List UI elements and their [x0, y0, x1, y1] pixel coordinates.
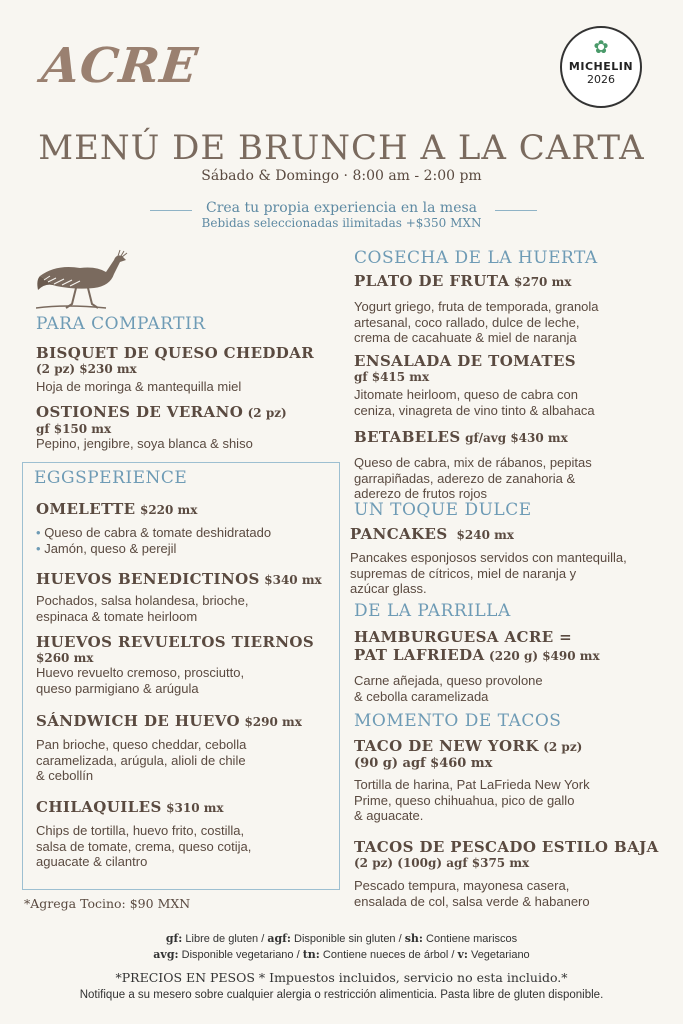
item-desc-1: Yogurt griego, fruta de temporada, granola — [354, 299, 599, 314]
item-name: BETABELES — [354, 428, 461, 446]
item-price: $290 mx — [244, 715, 302, 729]
legend-code: v: — [457, 948, 468, 961]
item-name: OMELETTE — [36, 500, 136, 518]
item-name: TACOS DE PESCADO ESTILO BAJA — [354, 838, 659, 856]
item-desc-3: azúcar glass. — [350, 581, 427, 596]
item-price: $310 mx — [166, 801, 224, 815]
menu-item-omelette — [36, 500, 332, 556]
item-name: ENSALADA DE TOMATES — [354, 352, 577, 370]
item-price: $340 mx — [264, 573, 322, 587]
menu-title: MENÚ DE BRUNCH A LA CARTA — [38, 128, 645, 168]
item-desc-3: aguacate & cilantro — [36, 854, 148, 869]
omelette-option-1: Queso de cabra & tomate deshidratado — [44, 525, 272, 540]
item-desc-2: caramelizada, arúgula, alioli de chile — [36, 752, 246, 768]
item-desc-1: Pochados, salsa holandesa, brioche, — [36, 593, 249, 608]
bacon-note: *Agrega Tocino: $90 MXN — [24, 896, 191, 911]
michelin-clover-icon: ✿ — [593, 37, 609, 57]
item-desc-3: crema de cacahuate & miel de naranja — [354, 330, 577, 345]
item-name: TACO DE NEW YORK — [354, 737, 539, 755]
item-price: gf $150 mx — [36, 422, 112, 436]
allergy-notice: Notifique a su mesero sobre cualquier alergia o restricción alimenticia. Pasta libre de gluten disponible. — [79, 989, 604, 1001]
item-desc-1: Pancakes esponjosos servidos con mantequilla, — [350, 550, 627, 565]
item-name: CHILAQUILES — [36, 798, 162, 816]
item-name: OSTIONES DE VERANO — [36, 403, 244, 421]
legend-text: Disponible vegetariano / — [178, 949, 303, 961]
item-name: BISQUET DE QUESO CHEDDAR — [36, 344, 315, 362]
dietary-legend-line-2 — [0, 948, 683, 961]
section-toque-dulce: UN TOQUE DULCE — [354, 500, 532, 520]
item-name: HUEVOS REVUELTOS TIERNOS — [36, 633, 315, 651]
item-desc-3: & cebollín — [36, 768, 94, 783]
menu-item-plato-fruta — [354, 272, 654, 346]
section-cosecha: COSECHA DE LA HUERTA — [354, 248, 598, 268]
item-desc-3: & aguacate. — [354, 808, 424, 823]
menu-item-bisquet — [36, 344, 336, 395]
item-desc-3: aderezo de frutos rojos — [354, 486, 487, 501]
menu-item-revueltos — [36, 633, 332, 696]
item-price: $240 mx — [456, 528, 514, 542]
legend-code: sh: — [404, 932, 423, 945]
item-desc-2: garrapiñadas, aderezo de zanahoria & — [354, 470, 576, 486]
section-eggsperience: EGGSPERIENCE — [30, 468, 191, 488]
legend-code: avg: — [153, 948, 179, 961]
bullet-icon: • — [36, 540, 41, 556]
legend-code: tn: — [302, 948, 320, 961]
legend-text: Disponible sin gluten / — [290, 933, 405, 945]
item-price: (220 g) $490 mx — [489, 649, 600, 663]
price-note: *PRECIOS EN PESOS * Impuestos incluidos, servicio no esta incluido.* — [115, 970, 568, 985]
item-desc: Hoja de moringa & mantequilla miel — [36, 379, 242, 394]
menu-item-sandwich — [36, 712, 332, 784]
item-desc-2: & cebolla caramelizada — [354, 688, 489, 704]
item-name: SÁNDWICH DE HUEVO — [36, 712, 240, 730]
tagline — [0, 200, 683, 230]
item-desc-1: Chips de tortilla, huevo frito, costilla, — [36, 823, 245, 838]
item-desc-2: espinaca & tomate heirloom — [36, 608, 198, 624]
section-para-compartir: PARA COMPARTIR — [36, 314, 206, 334]
legend-code: gf: — [165, 932, 183, 945]
item-name: PANCAKES — [350, 525, 448, 543]
item-price: (90 g) agf $460 mx — [354, 756, 493, 771]
tagline-main: Crea tu propia experiencia en la mesa — [205, 200, 478, 216]
item-desc-1: Tortilla de harina, Pat LaFrieda New York — [354, 777, 590, 792]
item-qty: (2 pz) — [543, 740, 583, 754]
item-desc-2: artesanal, coco rallado, dulce de leche, — [354, 314, 580, 330]
menu-item-ensalada — [354, 352, 654, 418]
item-desc-2: salsa de tomate, crema, queso cotija, — [36, 838, 252, 854]
item-name: PLATO DE FRUTA — [354, 272, 510, 290]
item-price: (2 pz) $230 mx — [36, 362, 137, 376]
bullet-icon: • — [36, 525, 41, 540]
dietary-legend-line-1 — [0, 932, 683, 945]
omelette-option-2: Jamón, queso & perejil — [44, 540, 177, 556]
item-name-line-2: PAT LAFRIEDA — [354, 646, 485, 664]
item-desc-1: Pescado tempura, mayonesa casera, — [354, 878, 570, 893]
menu-item-taco-new-york — [354, 737, 654, 824]
menu-item-betabeles — [354, 428, 654, 502]
item-desc-2: ceniza, vinagreta de vino tinto & albahaca — [354, 402, 595, 418]
item-desc-2: Prime, queso chihuahua, pico de gallo — [354, 792, 575, 808]
menu-item-pancakes — [350, 525, 660, 597]
item-price: gf $415 mx — [354, 370, 430, 384]
item-name: HUEVOS BENEDICTINOS — [36, 570, 260, 588]
item-price: $260 mx — [36, 651, 94, 665]
michelin-year: 2026 — [587, 73, 615, 86]
item-desc-1: Carne añejada, queso provolone — [354, 673, 543, 688]
section-parrilla: DE LA PARRILLA — [354, 601, 511, 621]
item-desc-2: ensalada de col, salsa verde & habanero — [354, 893, 590, 909]
michelin-badge — [560, 26, 642, 108]
item-price: $270 mx — [514, 275, 572, 289]
menu-item-hamburguesa — [354, 628, 654, 704]
peacock-illustration — [36, 246, 132, 310]
item-price: $220 mx — [139, 503, 198, 517]
legend-text: Contiene nueces de árbol / — [319, 949, 458, 961]
legend-text: Libre de gluten / — [182, 933, 268, 945]
item-desc-1: Jitomate heirloom, queso de cabra con — [354, 387, 579, 402]
section-tacos: MOMENTO DE TACOS — [354, 711, 562, 731]
tagline-drinks: Bebidas seleccionadas ilimitadas +$350 MXN — [201, 216, 482, 230]
menu-schedule: Sábado & Domingo · 8:00 am - 2:00 pm — [201, 168, 482, 184]
item-desc-2: queso parmigiano & arúgula — [36, 680, 199, 696]
item-name-line-1: HAMBURGUESA ACRE = — [354, 628, 573, 646]
menu-item-ostiones — [36, 403, 336, 452]
menu-item-tacos-pescado — [354, 838, 664, 909]
item-qty: (2 pz) — [247, 406, 287, 420]
menu-item-benedictinos — [36, 570, 332, 624]
item-desc-1: Huevo revuelto cremoso, prosciutto, — [36, 665, 245, 680]
menu-item-chilaquiles — [36, 798, 332, 870]
item-desc-1: Queso de cabra, mix de rábanos, pepitas — [354, 455, 592, 470]
michelin-brand: MICHELIN — [568, 60, 634, 73]
item-desc-2: supremas de cítricos, miel de naranja y — [350, 565, 577, 581]
item-price: (2 pz) (100g) agf $375 mx — [354, 856, 530, 870]
item-price: gf/avg $430 mx — [465, 431, 568, 445]
item-desc-1: Pan brioche, queso cheddar, cebolla — [36, 737, 247, 752]
legend-text: Vegetariano — [467, 949, 530, 961]
legend-text: Contiene mariscos — [422, 933, 518, 945]
legend-code: agf: — [267, 932, 291, 945]
item-desc: Pepino, jengibre, soya blanca & shiso — [36, 436, 253, 451]
acre-logo: ACRE — [39, 38, 201, 94]
